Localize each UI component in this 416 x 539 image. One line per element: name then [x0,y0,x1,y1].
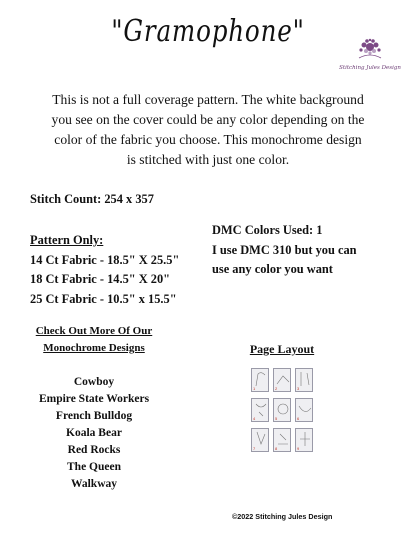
page-thumbnail [251,368,269,392]
intro-line: you see on the cover could be any color depending on the [51,112,365,127]
list-item: Red Rocks [67,444,121,456]
check-out-line: Monochrome Designs [43,342,145,354]
list-item: Walkway [70,478,117,490]
check-out-line: Check Out More Of Our [35,325,153,337]
dmc-heading: DMC Colors Used: 1 [212,223,323,237]
fabric-size: 18 Ct Fabric - 14.5" X 20" [30,272,171,286]
list-item: The Queen [67,461,121,473]
pattern-title: "Gramophone" [111,14,305,49]
page-thumbnail [251,398,269,422]
check-out-heading [16,323,172,357]
logo-text: Stitching Jules Design [339,65,401,71]
page-thumbnail [273,368,291,392]
page-number: 9 [297,446,300,451]
page-thumbnail [295,368,313,392]
list-item: Cowboy [73,376,115,388]
pattern-only-heading: Pattern Only: [30,233,104,247]
pattern-only-section [30,231,179,309]
intro-paragraph [30,90,386,170]
intro-line: This is not a full coverage pattern. The white background [52,92,364,107]
page-number: 7 [253,446,256,451]
dmc-line: I use DMC 310 but you can [212,242,357,257]
intro-line: is stitched with just one color. [126,152,290,167]
floral-logo-icon [355,38,385,64]
dmc-section [212,221,357,280]
page-number: 6 [297,416,300,421]
page-thumbnail [295,428,313,452]
page-number: 5 [275,416,278,421]
brand-logo [338,38,402,78]
copyright-footer: ©2022 Stitching Jules Design [232,512,333,521]
page-number: 1 [253,386,256,391]
stitch-count: Stitch Count: 254 x 357 [30,192,154,206]
design-list [16,374,172,493]
page-number: 2 [275,386,278,391]
page-number: 4 [253,416,256,421]
page-number: 3 [297,386,300,391]
page-thumbnail [273,428,291,452]
page-thumbnail [273,398,291,422]
fabric-size: 25 Ct Fabric - 10.5" x 15.5" [30,291,177,306]
page-number: 8 [275,446,278,451]
page-layout-heading: Page Layout [249,342,315,356]
dmc-line: use any color you want [212,262,333,276]
intro-line: color of the fabric you choose. This monochrome design [54,132,362,147]
page-thumbnail [295,398,313,422]
fabric-size: 14 Ct Fabric - 18.5" X 25.5" [30,252,180,267]
list-item: Koala Bear [66,427,122,439]
list-item: French Bulldog [55,410,133,422]
list-item: Empire State Workers [38,393,150,405]
page-thumbnail [251,428,269,452]
